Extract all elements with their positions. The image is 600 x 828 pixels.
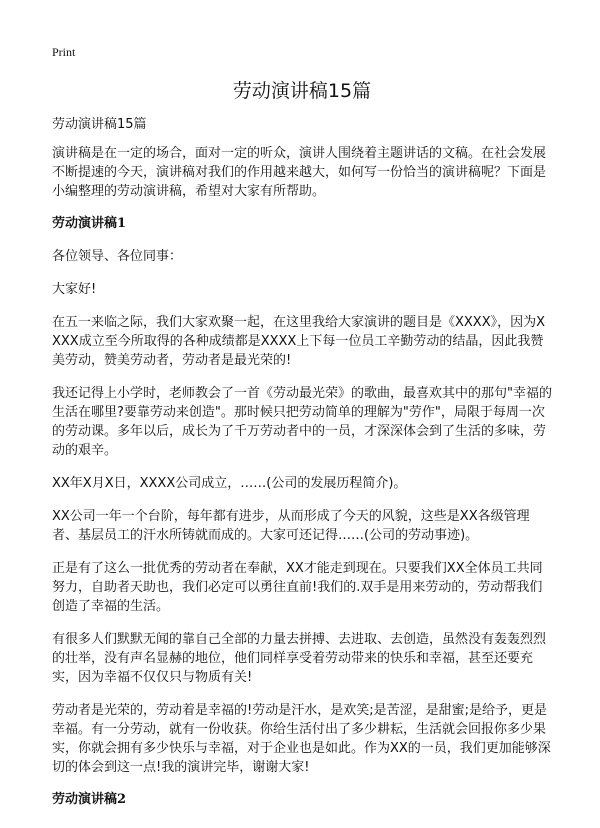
intro-paragraph: 演讲稿是在一定的场合，面对一定的听众，演讲人围绕着主题讲话的文稿。在社会发展不断提速的今天，演讲稿对我们的作用越来越大，如何写一份恰当的演讲稿呢？下面是小编整理的劳动演讲稿，希望对大家有所帮助。: [52, 146, 547, 199]
body-paragraph-2: 我还记得上小学时，老师教会了一首《劳动最光荣》的歌曲，最喜欢其中的那句"幸福的生活在哪里?要靠劳动来创造"。那时候只把劳动简单的理解为"劳作"，局限于每周一次的劳动课。多年以后，成长为了千万劳动者中的一员，才深深体会到了生活的多味，劳动的艰辛。: [52, 386, 552, 458]
section-heading-2: 劳动演讲稿2: [52, 792, 127, 807]
section-heading-1: 劳动演讲稿1: [52, 216, 127, 231]
body-paragraph-1: 在五一来临之际，我们大家欢聚一起，在这里我给大家演讲的题目是《XXXX》，因为XXXX成立至今所取得的各种成绩都是XXXX上下每一位员工辛勤劳动的结晶，因此我赞美劳动，赞美劳动者，劳动者是最光荣的!: [52, 315, 546, 368]
print-label: Print: [52, 45, 76, 59]
body-paragraph-3: XX年X月X日，XXXX公司成立，……(公司的发展历程简介)。: [52, 476, 407, 491]
document-title: 劳动演讲稿15篇: [232, 80, 372, 102]
body-paragraph-6: 有很多人们默默无闻的靠自己全部的力量去拼搏、去进取、去创造，虽然没有轰轰烈烈的壮举，没有声名显赫的地位，他们同样享受着劳动带来的快乐和幸福，甚至还要充实，因为幸福不仅仅只与物质有关!: [52, 632, 547, 685]
body-paragraph-7: 劳动者是光荣的，劳动着是幸福的!劳动是汗水，是欢笑;是苦涩，是甜蜜;是给予，更是幸福。有一分劳动，就有一份收获。你给生活付出了多少耕耘，生活就会回报你多少果实，你就会拥有多少快乐与幸福，对于企业也是如此。作为XX的一员，我们更加能够深切的体会到这一点!我的演讲完毕，谢谢大家!: [52, 703, 551, 775]
body-paragraph-4: XX公司一年一个台阶，每年都有进步，从而形成了今天的风貌，这些是XX各级管理者、基层员工的汗水所铸就而成的。大家可还记得……(公司的劳动事迹)。: [52, 509, 530, 543]
body-paragraph-5: 正是有了这么一批优秀的劳动者在奉献，XX才能走到现在。只要我们XX全体员工共同努力，自助者天助也，我们必定可以勇往直前!我们的.双手是用来劳动的，劳动帮我们创造了幸福的生活。: [52, 561, 543, 614]
greeting-paragraph: 大家好!: [52, 282, 97, 297]
document-subtitle: 劳动演讲稿15篇: [52, 117, 147, 132]
salutation-paragraph: 各位领导、各位同事：: [52, 249, 183, 264]
